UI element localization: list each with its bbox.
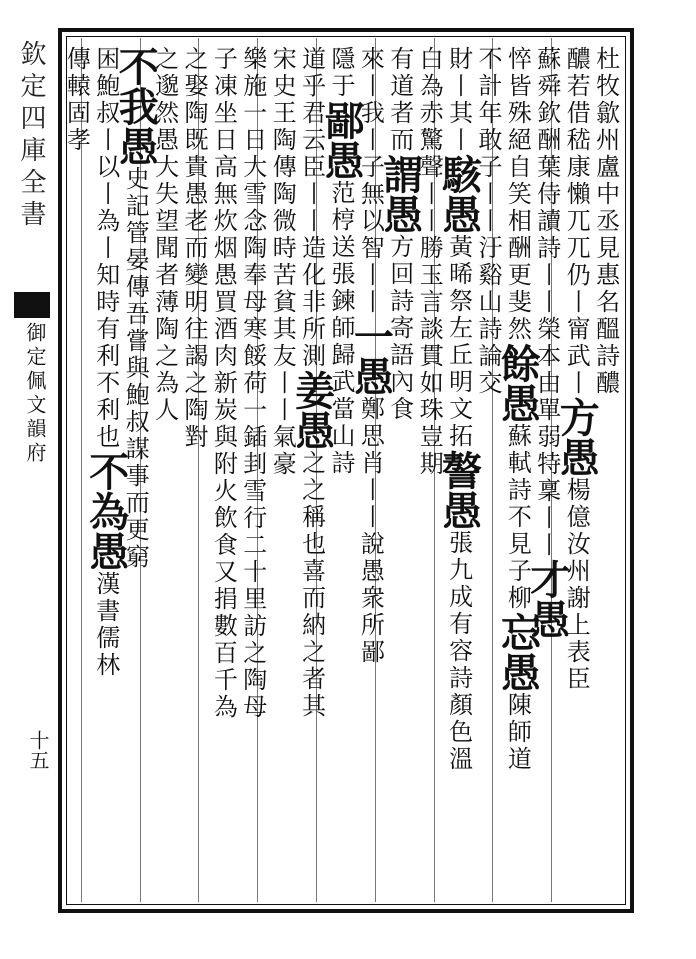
annotation-text: 隱于 (327, 46, 355, 100)
headword: 鄙愚 (318, 100, 365, 180)
annotation-text: 有道者而 (385, 46, 414, 154)
annotation-text: 道乎 (297, 46, 326, 100)
annotation-text: 不計年敢 (474, 46, 502, 154)
page-margin (0, 0, 56, 959)
annotation-text: 君云臣丨丨造化非所測 (297, 100, 326, 370)
annotation-text: 悴皆殊絕自笑相酬更斐然 (503, 46, 532, 343)
annotation-text: 之娶陶既貴愚老而變明往謁之陶對 (180, 46, 208, 451)
annotation-text: 詩論交 (474, 316, 502, 397)
headword: 不為愚 (82, 451, 130, 571)
annotation-text: 黃晞祭左丘明文 (444, 234, 473, 423)
headword: 謂愚 (376, 154, 424, 234)
headword: 謷愚 (435, 450, 483, 530)
annotation-text: 拓 (444, 423, 473, 450)
annotation-text: 宋史王陶傳陶微時 (268, 46, 297, 262)
annotation-text: 來丨我丨 (356, 46, 385, 154)
annotation-text: 陳師道 (503, 692, 532, 773)
series-title: 欽定四庫全書 (16, 40, 46, 232)
fish-tail-mark (14, 292, 50, 318)
annotation-text: 傳轅固孝 (62, 46, 91, 154)
page-number: 十五 (26, 730, 50, 770)
annotation-text: 苦貧其友丨丨氣豪 (268, 262, 297, 478)
annotation-text: 蘇軾詩不見子柳 (503, 423, 532, 612)
annotation-text: 白為赤驚聲丨丨 (415, 46, 444, 235)
annotation-text: 漢書儒林 (91, 571, 120, 679)
text-column (53, 46, 99, 896)
annotation-text: 困鮑叔丨以丨為丨知時有利不利也 (91, 46, 120, 451)
annotation-text: 子無以智丨丨 (356, 154, 385, 316)
annotation-text: 醲若借嵇康懶兀兀仍丨甯武丨 (562, 46, 591, 397)
headword: 姜愚 (288, 370, 336, 450)
annotation-text: 方回詩寄語內食 (385, 234, 414, 423)
annotation-text: 之之稱也喜而納之者其 (297, 450, 326, 720)
annotation-text: 蘇舜欽酬葉侍讀詩丨丨榮 (532, 46, 561, 343)
annotation-text: 史記管晏傳吾嘗與鮑叔謀事而更窮 (121, 166, 150, 571)
annotation-text: 楊億汝州謝上表臣 (562, 477, 591, 693)
headword: 方愚 (553, 397, 601, 477)
annotation-text: 張九成有容詩顏色溫 (444, 530, 473, 773)
annotation-text: 子凍坐日高無炊烟愚買酒肉新炭與附火飲食又捐數百千為 (209, 46, 238, 721)
headword: 駭愚 (435, 154, 483, 234)
headword: 才愚 (523, 559, 571, 639)
annotation-text: 范梈送張鍊師歸武當山詩 (327, 180, 355, 477)
annotation-text: 樂施一日大雪念陶奉母寒餒荷一鍤刲雪行二十里訪之陶母 (238, 46, 267, 721)
headword: 不我愚 (112, 46, 160, 166)
annotation-text: 鄭思肖丨丨說愚衆所鄙 (356, 396, 385, 666)
annotation-text: 財丨其丨 (444, 46, 473, 154)
headword: 一愚 (347, 316, 395, 396)
annotation-text: 本由單弱特稟丨丨 (532, 343, 561, 559)
annotation-text: 勝玉言談貫如珠豈期 (415, 235, 444, 478)
annotation-text: 子丨丨汙谿山 (474, 154, 502, 316)
annotation-text: 之邈然愚大失望聞者薄陶之為人 (150, 46, 179, 424)
headword: 忘愚 (494, 612, 542, 692)
annotation-text: 杜牧歙州盧中丞見惠名醞詩醲 (591, 46, 620, 397)
book-title: 御定佩文韻府 (23, 322, 47, 466)
headword: 餘愚 (494, 343, 542, 423)
